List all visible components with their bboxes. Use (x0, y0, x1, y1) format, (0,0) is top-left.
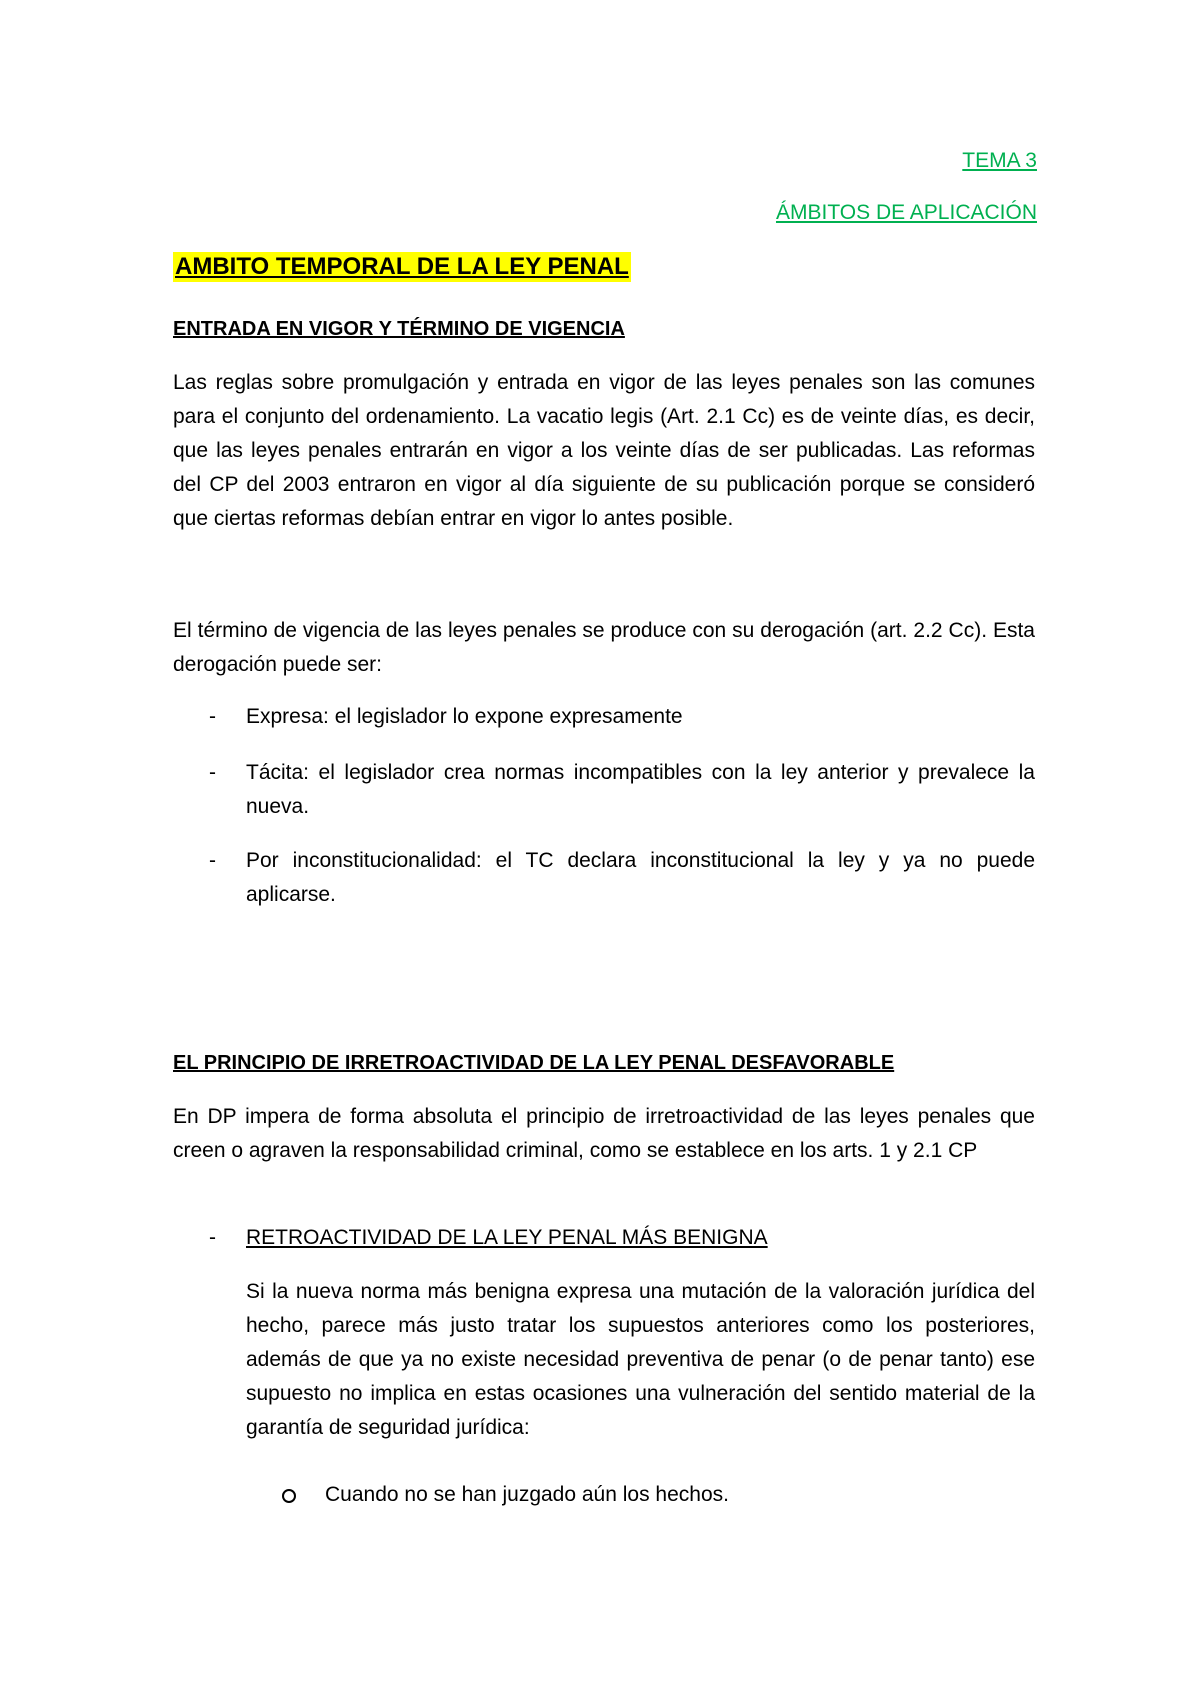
subheading-retroactividad: RETROACTIVIDAD DE LA LEY PENAL MÁS BENIGNA (246, 1226, 768, 1249)
subtitle-irretroactividad: EL PRINCIPIO DE IRRETROACTIVIDAD DE LA LEY PENAL DESFAVORABLE (173, 1052, 895, 1074)
ambitos-heading: ÁMBITOS DE APLICACIÓN (775, 201, 1037, 224)
bullet-dash: - (209, 705, 216, 728)
bullet-expresa: Expresa: el legislador lo expone expresamente (246, 705, 683, 728)
bullet-dash: - (209, 761, 216, 784)
circle-bullet-icon (282, 1489, 296, 1503)
tema-heading: TEMA 3 (962, 149, 1037, 172)
bullet-dash: - (209, 849, 216, 872)
bullet-inconstitucionalidad: Por inconstitucionalidad: el TC declara inconstitucional la ley y ya no puede aplicarse. (246, 849, 1035, 906)
circle-item-no-juzgados: Cuando no se han juzgado aún los hechos. (325, 1483, 729, 1506)
bullet-tacita: Tácita: el legislador crea normas incompatibles con la ley anterior y prevalece la nueva. (246, 761, 1035, 818)
subtitle-entrada-en-vigor: ENTRADA EN VIGOR Y TÉRMINO DE VIGENCIA (173, 318, 625, 340)
paragraph-termino-vigencia: El término de vigencia de las leyes penales se produce con su derogación (art. 2.2 Cc). Esta derogación puede ser: (173, 619, 1035, 676)
bullet-dash: - (209, 1226, 216, 1249)
paragraph-irretroactividad: En DP impera de forma absoluta el principio de irretroactividad de las leyes penales que creen o agraven la responsabilidad criminal, como se establece en los arts. 1 y 2.1 CP (173, 1105, 1035, 1162)
paragraph-ley-mas-benigna: Si la nueva norma más benigna expresa una mutación de la valoración jurídica del hecho, parece más justo tratar los supuestos anteriores como los posteriores, además de que ya no existe necesidad preventiva de penar (o de penar tanto) ese supuesto no implica en estas ocasiones una vulneración del sentido material de la garantía de seguridad jurídica: (246, 1280, 1035, 1439)
paragraph-promulgacion: Las reglas sobre promulgación y entrada en vigor de las leyes penales son las comunes para el conjunto del ordenamiento. La vacatio legis (Art. 2.1 Cc) es de veinte días, es decir, que las leyes penales entrarán en vigor a los veinte días de ser publicadas. Las reformas del CP del 2003 entraron en vigor al día siguiente de su publicación porque se consideró que ciertas reformas debían entrar en vigor lo antes posible. (173, 371, 1035, 530)
section-title-ambito-temporal: AMBITO TEMPORAL DE LA LEY PENAL (175, 253, 629, 280)
